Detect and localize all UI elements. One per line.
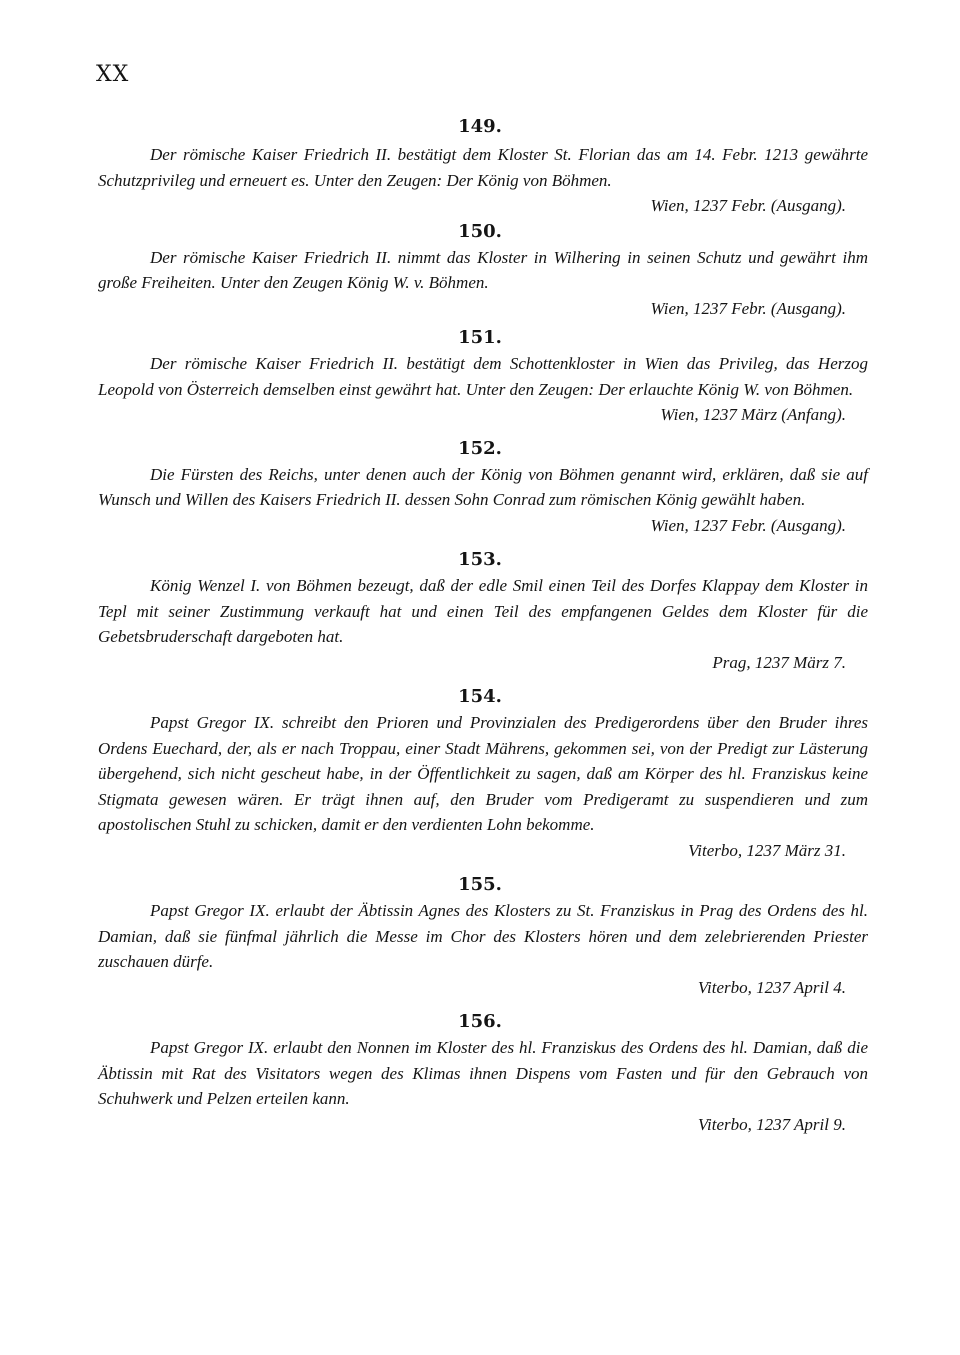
entry-text: Der römische Kaiser Friedrich II. bestätigt dem Schottenkloster in Wien das Privileg, das Herzog Leopold von Österreich demselben einst gewährt hat. Unter den Zeugen: Der erlauchte König W. von Böhmen. bbox=[98, 354, 868, 399]
entry-number: 152. bbox=[458, 437, 502, 459]
regest-entry bbox=[98, 219, 868, 322]
regest-entry bbox=[98, 684, 868, 863]
regest-entry bbox=[98, 436, 868, 539]
entry-text: Papst Gregor IX. erlaubt der Äbtissin Agnes des Klosters zu St. Franziskus in Prag des Ordens des hl. Damian, daß sie fünfmal jährlich die Messe im Chor des Klosters hören und dem zelebrierenden Priester zuschauen dürfe. bbox=[98, 901, 868, 971]
entry-place-date: Viterbo, 1237 März 31. bbox=[688, 840, 846, 860]
entry-text: König Wenzel I. von Böhmen bezeugt, daß der edle Smil einen Teil des Dorfes Klappay dem Kloster in Tepl mit seiner Zustimmung verkauft hat und einen Teil des empfangenen Geldes dem Kloster für die Gebetsbruderschaft dargeboten hat. bbox=[98, 576, 868, 646]
page-number: XX bbox=[96, 62, 130, 87]
entry-number: 155. bbox=[458, 874, 502, 895]
entry-number: 151. bbox=[458, 327, 502, 348]
entry-place-date: Viterbo, 1237 April 4. bbox=[697, 977, 846, 997]
regest-entry bbox=[98, 872, 868, 1000]
entry-place-date: Viterbo, 1237 April 9. bbox=[697, 1114, 846, 1134]
entry-text: Der römische Kaiser Friedrich II. nimmt das Kloster in Wilhering in seinen Schutz und gewährt ihm große Freiheiten. Unter den Zeugen König W. v. Böhmen. bbox=[98, 247, 868, 292]
regesta-list bbox=[98, 114, 868, 1137]
entry-text: Papst Gregor IX. erlaubt den Nonnen im Kloster des hl. Franziskus des Ordens des hl. Damian, daß die Äbtissin mit Rat des Visitators wegen des Klimas ihnen Dispens vom Fasten und für den Gebrauch von Schuhwerk und Pelzen erteilen kann. bbox=[98, 1038, 868, 1108]
entry-text: Die Fürsten des Reichs, unter denen auch der König von Böhmen genannt wird, erklären, daß sie auf Wunsch und Willen des Kaisers Friedrich II. dessen Sohn Conrad zum römischen König gewählt haben. bbox=[98, 464, 868, 509]
regest-entry bbox=[98, 325, 868, 428]
entry-place-date: Prag, 1237 März 7. bbox=[712, 652, 846, 672]
entry-place-date: Wien, 1237 Febr. (Ausgang). bbox=[650, 515, 846, 535]
entry-number: 149. bbox=[458, 116, 502, 137]
regest-entry bbox=[98, 1009, 868, 1137]
entry-place-date: Wien, 1237 Febr. (Ausgang). bbox=[650, 298, 846, 318]
entry-number: 156. bbox=[458, 1011, 502, 1032]
entry-number: 154. bbox=[458, 686, 502, 707]
entry-text: Papst Gregor IX. schreibt den Prioren und Provinzialen des Predigerordens über den Bruder ihres Ordens Euechard, der, als er nach Troppau, einer Stadt Mährens, gekommen sei, von der Predigt zur Lästerung übergehend, sich nicht gescheut habe, in der Öffentlichkeit zu sagen, daß am Körper des hl. Franziskus keine Stigmata gewesen wären. Er trägt ihnen auf, den Bruder vom Predigeramt zu suspendieren und zum apostolischen Stuhl zu schicken, damit er den verdienten Lohn bekomme. bbox=[98, 713, 868, 834]
entry-place-date: Wien, 1237 März (Anfang). bbox=[660, 405, 846, 424]
entry-number: 153. bbox=[458, 549, 502, 570]
entry-number: 150. bbox=[458, 220, 502, 242]
regest-entry bbox=[98, 114, 868, 219]
entry-text: Der römische Kaiser Friedrich II. bestätigt dem Kloster St. Florian das am 14. Febr. 1213 gewährte Schutzprivileg und erneuert es. Unter den Zeugen: Der König von Böhmen. bbox=[98, 145, 868, 190]
entry-place-date: Wien, 1237 Febr. (Ausgang). bbox=[650, 196, 846, 215]
regest-entry bbox=[98, 547, 868, 675]
